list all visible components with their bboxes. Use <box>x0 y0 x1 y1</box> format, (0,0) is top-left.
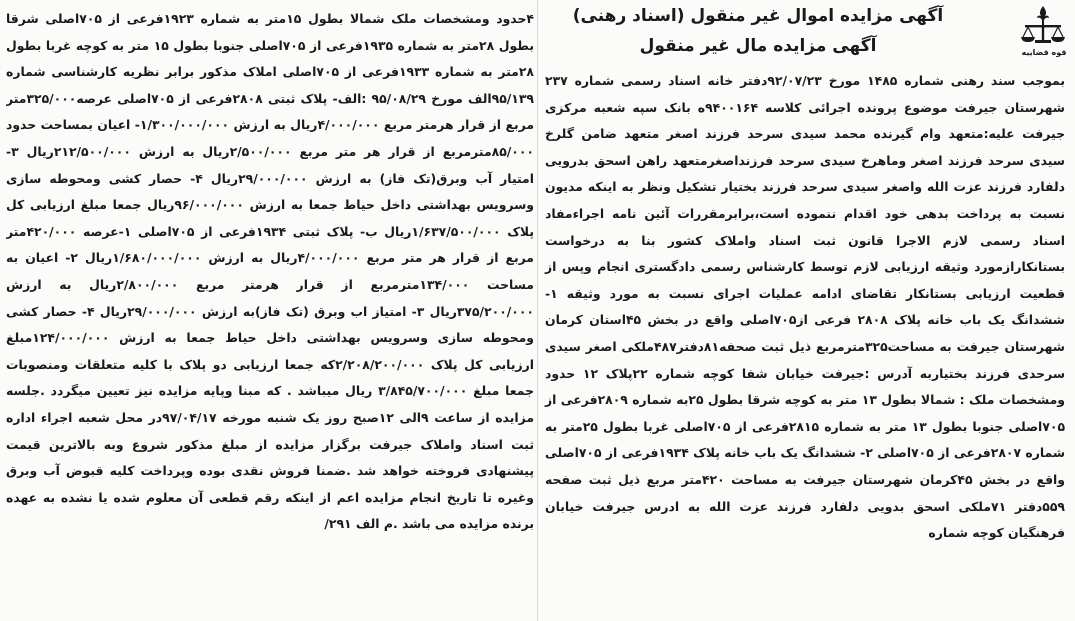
notice-subtitle: آگهی مزایده مال غیر منقول <box>639 36 877 56</box>
notice-left-text: ۴حدود ومشخصات ملک شمالا بطول ۱۵متر به شماره ۱۹۲۳فرعی از ۷۰۵اصلی شرقا بطول ۲۸متر به شماره ۱۹۳۵فرعی از ۷۰۵اصلی جنوبا بطول ۱۵ متر به کوچه غربا بطول ۲۸متر به شماره ۱۹۳۳فرعی از ۷۰۵اصلی املاک مذکور برابر نظریه کارشناسی شماره ۹۵/۱۳۹الف مورخ ۹۵/۰۸/۲۹ :الف- پلاک ثبتی ۲۸۰۸فرعی از ۷۰۵اصلی عرصه۳۲۵/۰۰۰متر مربع از قرار هرمتر مربع ۴/۰۰۰/۰۰۰ریال به ارزش ۱/۳۰۰/۰۰۰/۰۰۰- اعیان بمساحت حدود ۸۵/۰۰۰مترمربع از قرار هر متر مربع ۲/۵۰۰/۰۰۰ریال به ارزش ۲۱۲/۵۰۰/۰۰۰ریال ۳- امتیار آب وبرق(تک فاز) به ارزش ۲۹/۰۰۰/۰۰۰ریال ۴- حصار کشی ومحوطه سازی وسرویس بهداشتی داخل حیاط جمعا به ارزش ۹۶/۰۰۰/۰۰۰ریال جمعا مبلغ ارزیابی کل پلاک ۱/۶۳۷/۵۰۰/۰۰۰ریال ب- پلاک ثبتی ۱۹۳۴فرعی از ۷۰۵اصلی ۱-عرصه ۴۲۰/۰۰۰متر مربع از قرار هر متر مربع ۴/۰۰۰/۰۰۰ریال به ارزش ۱/۶۸۰/۰۰۰/۰۰۰ریال ۲- اعیان به مساحت ۱۳۴/۰۰۰مترمربع از قرار هرمتر مربع ۲/۸۰۰/۰۰۰ریال به ارزش ۳۷۵/۲۰۰/۰۰۰ریال ۳- امتیاز اب وبرق (تک فاز)به ارزش ۲۹/۰۰۰/۰۰۰ریال ۴- حصار کشی ومحوطه سازی وسرویس بهداشتی داخل حیاط جمعا به ارزش ۱۲۴/۰۰۰/۰۰۰مبلغ ارزیابی کل پلاک ۲/۲۰۸/۲۰۰/۰۰۰که جمعا ارزیابی دو پلاک با کلیه متعلقات ومنصوبات جمعا مبلغ ۳/۸۴۵/۷۰۰/۰۰۰ ریال میباشد . که مبنا وپایه مزایده نیز تعیین میگردد .جلسه مزایده از ساعت ۹الی ۱۲صبح روز یک شنبه مورخه ۹۷/۰۴/۱۷در محل شعبه اجراء اداره ثبت اسناد واملاک جیرفت برگزار مزایده از مبلغ مذکور شروع وبه بالاترین قیمت پیشنهادی فروخته خواهد شد .ضمنا فروش نقدی بوده وپرداخت کلیه قبوض آب وبرق وغیره تا تاریخ انجام مزایده اعم از اینکه رقم قطعی آن معلوم شده یا نشده به عهده برنده مزایده می باشد .م الف ۲۹۱/ <box>6 11 534 532</box>
notice-column-left <box>6 6 534 612</box>
notice-title: آگهی مزایده اموال غیر منقول (اسناد رهنی) <box>572 6 944 26</box>
emblem-caption: قوه قضاییه <box>1021 48 1067 57</box>
notice-right-text: بموجب سند رهنی شماره ۱۴۸۵ مورخ ۹۲/۰۷/۲۳دفتر خانه اسناد رسمی شماره ۲۳۷ شهرستان جیرفت موضوع پرونده اجرائی کلاسه ۹۴۰۰۱۶۴ه بانک سپه شعبه مرکزی جیرفت علیه:متعهد وام گیرنده محمد سیدی سرحد فرزند اصغر متعهد ضامن گلرخ سیدی سرحد فرزند اصغر وماهرخ سیدی سرحد فرزنداصغرمتعهد راهن اسحق بدرویی دلفارد فرزند عزت الله واصغر سیدی سرحد فرزند بختیار تشکیل ونظر به اینکه مدیون نسبت به پرداخت بدهی خود اقدام ننموده است،برابرمقررات آئین نامه اجراءمفاد اسناد رسمی لازم الاجرا قانون ثبت اسناد واملاک کشور بنا به درخواست بستانکارازمورد وثیقه ارزیابی لازم توسط کارشناس رسمی دادگستری انجام وپس از قطعیت ارزیابی بستانکار تقاضای ادامه عملیات اجرای نسبت به مورد وثیقه ۱- ششدانگ یک باب خانه پلاک ۲۸۰۸ فرعی از۷۰۵اصلی واقع در بخش ۴۵استان کرمان شهرستان جیرفت به مساحت۳۲۵مترمربع ذیل ثبت صحفه۸۱دفتر۴۸۷ملکی اصغر سیدی سرحدی فرزند بختیاربه آدرس :جیرفت خیابان شفا کوچه شماره ۲۲پلاک ۱۲ حدود ومشخصات ملک : شمالا بطول ۱۳ متر به کوچه شرقا بطول ۲۵به شماره ۲۸۰۹فرعی از ۷۰۵اصلی جنوبا بطول ۱۳ متر به شماره ۲۸۱۵فرعی از ۷۰۵اصلی غربا بطول ۲۵متر به شماره ۲۸۰۷فرعی از ۷۰۵اصلی ۲- ششدانگ یک باب خانه پلاک ۱۹۳۴فرعی از ۷۰۵اصلی واقع در بخش ۴۵کرمان شهرستان جیرفت به مساحت ۴۲۰متر مربع ذیل ثبت صفحه ۵۵۹دفتر ۷۱ملکی اسحق بدویی دلفارد فرزند عزت الله به ادرس جیرفت خیابان فرهنگیان کوچه شماره <box>545 73 1066 541</box>
column-divider <box>537 0 538 621</box>
notice-header <box>543 4 1069 64</box>
notice-column-right <box>543 4 1069 616</box>
